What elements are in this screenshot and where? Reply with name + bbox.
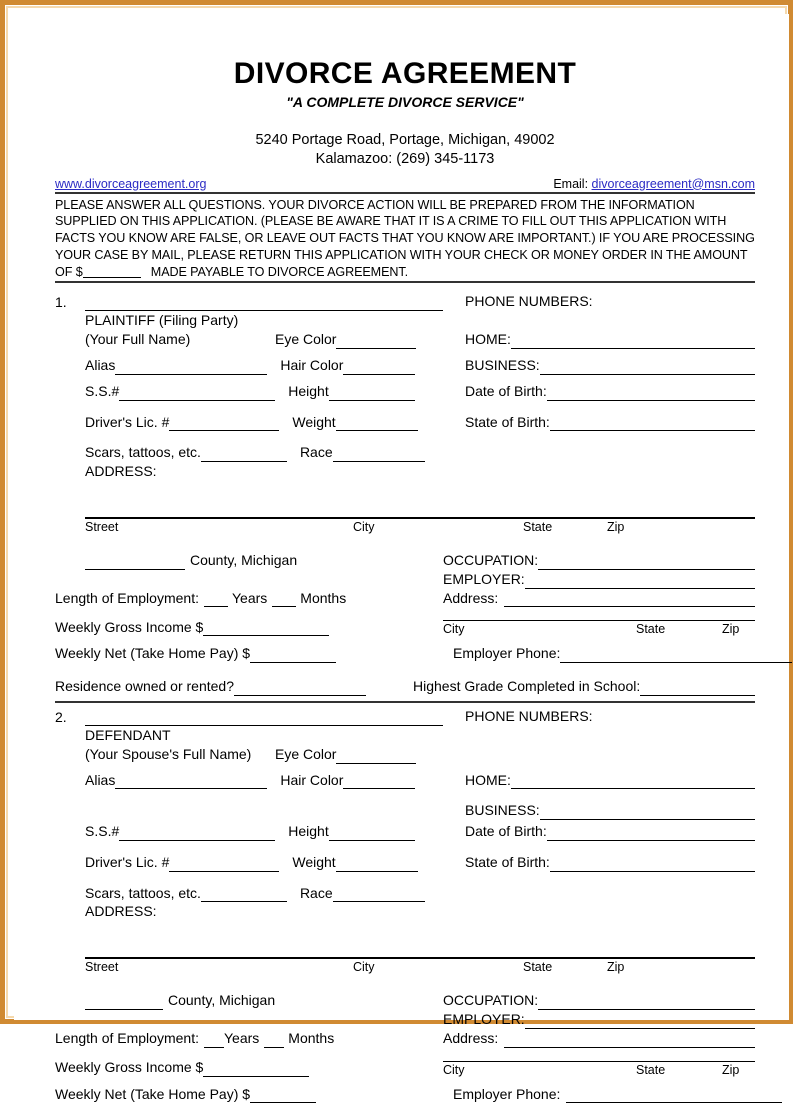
plaintiff-row-county xyxy=(55,551,755,570)
defendant-weekly-net-label: Weekly Net (Take Home Pay) $ xyxy=(55,1085,251,1102)
instructions-text-2: MADE PAYABLE TO DIVORCE AGREEMENT. xyxy=(150,264,408,279)
plaintiff-highest-grade-input[interactable] xyxy=(640,682,755,696)
page-title: DIVORCE AGREEMENT xyxy=(233,57,577,90)
plaintiff-row-eye xyxy=(55,330,755,349)
email-block xyxy=(553,177,755,191)
plaintiff-drivers-lic-input[interactable] xyxy=(169,417,279,431)
defendant-employer-input[interactable] xyxy=(525,1015,755,1029)
defendant-dob-label: Date of Birth: xyxy=(465,823,547,840)
defendant-occupation-input[interactable] xyxy=(538,996,755,1010)
plaintiff-scars-label: Scars, tattoos, etc. xyxy=(85,444,201,461)
defendant-alias-label: Alias xyxy=(85,771,116,788)
plaintiff-scars-input[interactable] xyxy=(201,448,287,462)
plaintiff-employer-address-columns xyxy=(443,622,755,636)
defendant-hair-color-input[interactable] xyxy=(343,775,415,789)
defendant-row-dl xyxy=(55,853,755,872)
defendant-weekly-gross-input[interactable] xyxy=(203,1063,309,1077)
defendant-street-label: Street xyxy=(85,960,119,975)
defendant-hair-color-label: Hair Color xyxy=(280,771,344,788)
form-content xyxy=(55,42,755,1103)
plaintiff-party-label: PLAINTIFF (Filing Party) xyxy=(85,312,239,329)
defendant-row-ssn xyxy=(55,801,755,841)
defendant-party-label: DEFENDANT xyxy=(85,726,171,743)
plaintiff-row-alias xyxy=(55,356,755,375)
plaintiff-party-label-row xyxy=(55,311,755,330)
plaintiff-employer-city-label: City xyxy=(443,622,465,637)
defendant-eye-color-label: Eye Color xyxy=(275,745,337,762)
plaintiff-race-label: Race xyxy=(299,444,333,461)
plaintiff-county-suffix: County, Michigan xyxy=(190,552,298,569)
defendant-state-label: State xyxy=(523,960,553,975)
defendant-weekly-net-input[interactable] xyxy=(250,1089,316,1103)
defendant-eye-color-input[interactable] xyxy=(336,750,416,764)
page-subtitle: "A COMPLETE DIVORCE SERVICE" xyxy=(286,93,524,110)
plaintiff-alias-input[interactable] xyxy=(115,361,267,375)
defendant-ssn-label: S.S.# xyxy=(85,823,120,840)
defendant-alias-input[interactable] xyxy=(115,775,267,789)
plaintiff-weight-label: Weight xyxy=(292,413,336,430)
plaintiff-row-dl xyxy=(55,413,755,432)
defendant-row-alias xyxy=(55,771,755,790)
defendant-weight-input[interactable] xyxy=(336,858,418,872)
plaintiff-business-phone-label: BUSINESS: xyxy=(465,357,540,374)
amount-blank[interactable] xyxy=(83,277,141,278)
defendant-scars-input[interactable] xyxy=(201,888,287,902)
defendant-row-county xyxy=(55,991,755,1010)
plaintiff-row-address-label xyxy=(55,462,755,481)
instructions-text-1: PLEASE ANSWER ALL QUESTIONS. YOUR DIVORCE ACTION WILL BE PREPARED FROM THE INFORMATION SUPPLIED ON THIS APPLICATION. (PLEASE BE AWARE THAT IT IS A CRIME TO FILL OUT THIS APPLICATION WITH FACTS YOU KNOW ARE FALSE, OR LEAVE OUT FACTS THAT YOU KNOW ARE IMPORTANT.) IF YOU ARE PROCESSING YOUR CASE BY MAIL, PLEASE RETURN THIS APPLICATION WITH YOUR CHECK OR MONEY ORDER IN THE AMOUNT OF $ xyxy=(55,197,755,279)
plaintiff-row-gross xyxy=(55,616,755,636)
plaintiff-row-length xyxy=(55,589,755,608)
defendant-zip-label: Zip xyxy=(607,960,625,975)
defendant-address-input[interactable] xyxy=(85,921,755,959)
defendant-row-address-label xyxy=(55,902,755,921)
plaintiff-city-label: City xyxy=(353,520,375,535)
plaintiff-employer-address-label: Address: xyxy=(443,589,499,606)
defendant-sob-input[interactable] xyxy=(550,858,755,872)
defendant-name-input[interactable] xyxy=(85,711,443,726)
plaintiff-alias-label: Alias xyxy=(85,357,116,374)
company-phone: Kalamazoo: (269) 345-1173 xyxy=(315,151,495,168)
defendant-drivers-lic-input[interactable] xyxy=(169,858,279,872)
defendant-row-gross xyxy=(55,1057,755,1077)
plaintiff-years-input[interactable] xyxy=(204,593,228,607)
defendant-employer-phone-label: Employer Phone: xyxy=(453,1085,561,1102)
plaintiff-highest-grade-label: Highest Grade Completed in School: xyxy=(413,678,641,695)
defendant-employer-state-label: State xyxy=(636,1062,666,1077)
plaintiff-employer-zip-label: Zip xyxy=(722,622,740,637)
plaintiff-employer-phone-label: Employer Phone: xyxy=(453,645,561,662)
plaintiff-weekly-net-input[interactable] xyxy=(250,649,336,663)
defendant-address-columns xyxy=(85,960,755,974)
defendant-scars-label: Scars, tattoos, etc. xyxy=(85,884,201,901)
defendant-business-phone-label: BUSINESS: xyxy=(465,802,540,819)
website-link[interactable]: www.divorceagreement.org xyxy=(55,176,207,191)
defendant-employer-address-label: Address: xyxy=(443,1029,499,1046)
plaintiff-address-label: ADDRESS: xyxy=(85,463,157,480)
defendant-name-row xyxy=(55,707,755,726)
plaintiff-home-phone-input[interactable] xyxy=(511,335,755,349)
defendant-dob-input[interactable] xyxy=(547,827,755,841)
defendant-phones-heading: PHONE NUMBERS: xyxy=(465,707,593,724)
defendant-name-hint: (Your Spouse's Full Name) xyxy=(85,745,252,762)
defendant-employer-city-input[interactable] xyxy=(443,1059,755,1062)
paper-sheet xyxy=(14,14,789,1102)
plaintiff-employer-input[interactable] xyxy=(525,575,755,589)
defendant-county-suffix: County, Michigan xyxy=(168,992,276,1009)
header-divider xyxy=(55,192,755,194)
defendant-weekly-gross-label: Weekly Gross Income $ xyxy=(55,1058,204,1075)
defendant-years-input[interactable] xyxy=(204,1034,224,1048)
plaintiff-weekly-net-label: Weekly Net (Take Home Pay) $ xyxy=(55,645,251,662)
plaintiff-eye-color-input[interactable] xyxy=(336,335,416,349)
plaintiff-row-scars xyxy=(55,443,755,462)
defendant-length-employment-label: Length of Employment: xyxy=(55,1029,199,1046)
defendant-row-net xyxy=(55,1085,755,1103)
defendant-home-phone-label: HOME: xyxy=(465,771,511,788)
defendant-section xyxy=(55,707,755,1103)
defendant-employer-phone-input[interactable] xyxy=(566,1089,782,1103)
defendant-row-employer xyxy=(55,1010,755,1029)
instructions-paragraph xyxy=(55,197,755,281)
plaintiff-number: 1. xyxy=(55,294,67,311)
defendant-race-input[interactable] xyxy=(333,888,425,902)
plaintiff-height-label: Height xyxy=(288,382,329,399)
defendant-party-label-row xyxy=(55,726,755,745)
plaintiff-residence-label: Residence owned or rented? xyxy=(55,678,235,695)
section-divider xyxy=(55,701,755,703)
plaintiff-ssn-input[interactable] xyxy=(119,387,275,401)
defendant-employer-zip-label: Zip xyxy=(722,1062,740,1077)
plaintiff-name-hint: (Your Full Name) xyxy=(85,331,191,348)
plaintiff-race-input[interactable] xyxy=(333,448,425,462)
plaintiff-employer-phone-input[interactable] xyxy=(560,649,792,663)
defendant-business-phone-input[interactable] xyxy=(540,806,755,820)
plaintiff-weight-input[interactable] xyxy=(336,417,418,431)
email-label: Email: xyxy=(553,176,589,191)
contact-row xyxy=(55,177,755,191)
plaintiff-years-label: Years xyxy=(231,589,268,606)
plaintiff-months-input[interactable] xyxy=(272,593,296,607)
plaintiff-address-input[interactable] xyxy=(85,481,755,519)
company-address: 5240 Portage Road, Portage, Michigan, 49002 xyxy=(255,131,555,148)
plaintiff-hair-color-input[interactable] xyxy=(343,361,415,375)
defendant-employer-label: EMPLOYER: xyxy=(443,1011,525,1028)
defendant-city-label: City xyxy=(353,960,375,975)
email-link[interactable]: divorceagreement@msn.com xyxy=(591,176,755,191)
defendant-employer-address-input[interactable] xyxy=(504,1034,755,1048)
defendant-employer-address-columns xyxy=(443,1063,755,1077)
defendant-occupation-label: OCCUPATION: xyxy=(443,992,539,1009)
defendant-drivers-lic-label: Driver's Lic. # xyxy=(85,853,170,870)
defendant-race-label: Race xyxy=(299,884,333,901)
plaintiff-occupation-input[interactable] xyxy=(538,556,755,570)
defendant-sob-label: State of Birth: xyxy=(465,853,550,870)
defendant-home-phone-input[interactable] xyxy=(511,775,755,789)
plaintiff-business-phone-input[interactable] xyxy=(540,361,755,375)
defendant-height-input[interactable] xyxy=(329,827,415,841)
defendant-height-label: Height xyxy=(288,823,329,840)
plaintiff-dob-input[interactable] xyxy=(547,387,755,401)
plaintiff-address-columns xyxy=(85,520,755,534)
defendant-employer-city-label: City xyxy=(443,1062,465,1077)
plaintiff-employer-label: EMPLOYER: xyxy=(443,570,525,587)
plaintiff-eye-color-label: Eye Color xyxy=(275,331,337,348)
plaintiff-weekly-gross-label: Weekly Gross Income $ xyxy=(55,618,204,635)
defendant-years-label: Years xyxy=(223,1029,260,1046)
plaintiff-name-input[interactable] xyxy=(85,296,443,311)
defendant-weight-label: Weight xyxy=(292,853,336,870)
plaintiff-length-employment-label: Length of Employment: xyxy=(55,589,199,606)
plaintiff-zip-label: Zip xyxy=(607,520,625,535)
plaintiff-occupation-label: OCCUPATION: xyxy=(443,552,539,569)
plaintiff-sob-label: State of Birth: xyxy=(465,413,550,430)
plaintiff-row-net xyxy=(55,644,755,663)
plaintiff-sob-input[interactable] xyxy=(550,417,755,431)
plaintiff-row-ssn xyxy=(55,382,755,401)
plaintiff-name-row xyxy=(55,292,755,311)
plaintiff-ssn-label: S.S.# xyxy=(85,382,120,399)
instructions-divider xyxy=(55,281,755,283)
defendant-number: 2. xyxy=(55,708,67,725)
defendant-row-length xyxy=(55,1029,755,1048)
defendant-ssn-input[interactable] xyxy=(119,827,275,841)
plaintiff-street-label: Street xyxy=(85,520,119,535)
plaintiff-state-label: State xyxy=(523,520,553,535)
plaintiff-months-label: Months xyxy=(300,589,347,606)
plaintiff-employer-city-input[interactable] xyxy=(443,618,755,621)
plaintiff-home-phone-label: HOME: xyxy=(465,331,511,348)
defendant-address-label: ADDRESS: xyxy=(85,903,157,920)
plaintiff-employer-address-input[interactable] xyxy=(504,593,755,607)
defendant-months-label: Months xyxy=(288,1029,335,1046)
plaintiff-row-employer xyxy=(55,570,755,589)
plaintiff-county-input[interactable] xyxy=(85,556,185,570)
plaintiff-height-input[interactable] xyxy=(329,387,415,401)
defendant-row-eye xyxy=(55,745,755,764)
defendant-months-input[interactable] xyxy=(264,1034,284,1048)
plaintiff-weekly-gross-input[interactable] xyxy=(203,622,329,636)
plaintiff-employer-state-label: State xyxy=(636,622,666,637)
plaintiff-phones-heading: PHONE NUMBERS: xyxy=(465,293,593,310)
defendant-row-scars xyxy=(55,884,755,903)
plaintiff-drivers-lic-label: Driver's Lic. # xyxy=(85,413,170,430)
plaintiff-residence-input[interactable] xyxy=(234,682,366,696)
plaintiff-hair-color-label: Hair Color xyxy=(280,357,344,374)
plaintiff-section xyxy=(55,292,755,696)
plaintiff-row-residence xyxy=(55,677,755,696)
plaintiff-dob-label: Date of Birth: xyxy=(465,382,547,399)
defendant-county-input[interactable] xyxy=(85,996,163,1010)
